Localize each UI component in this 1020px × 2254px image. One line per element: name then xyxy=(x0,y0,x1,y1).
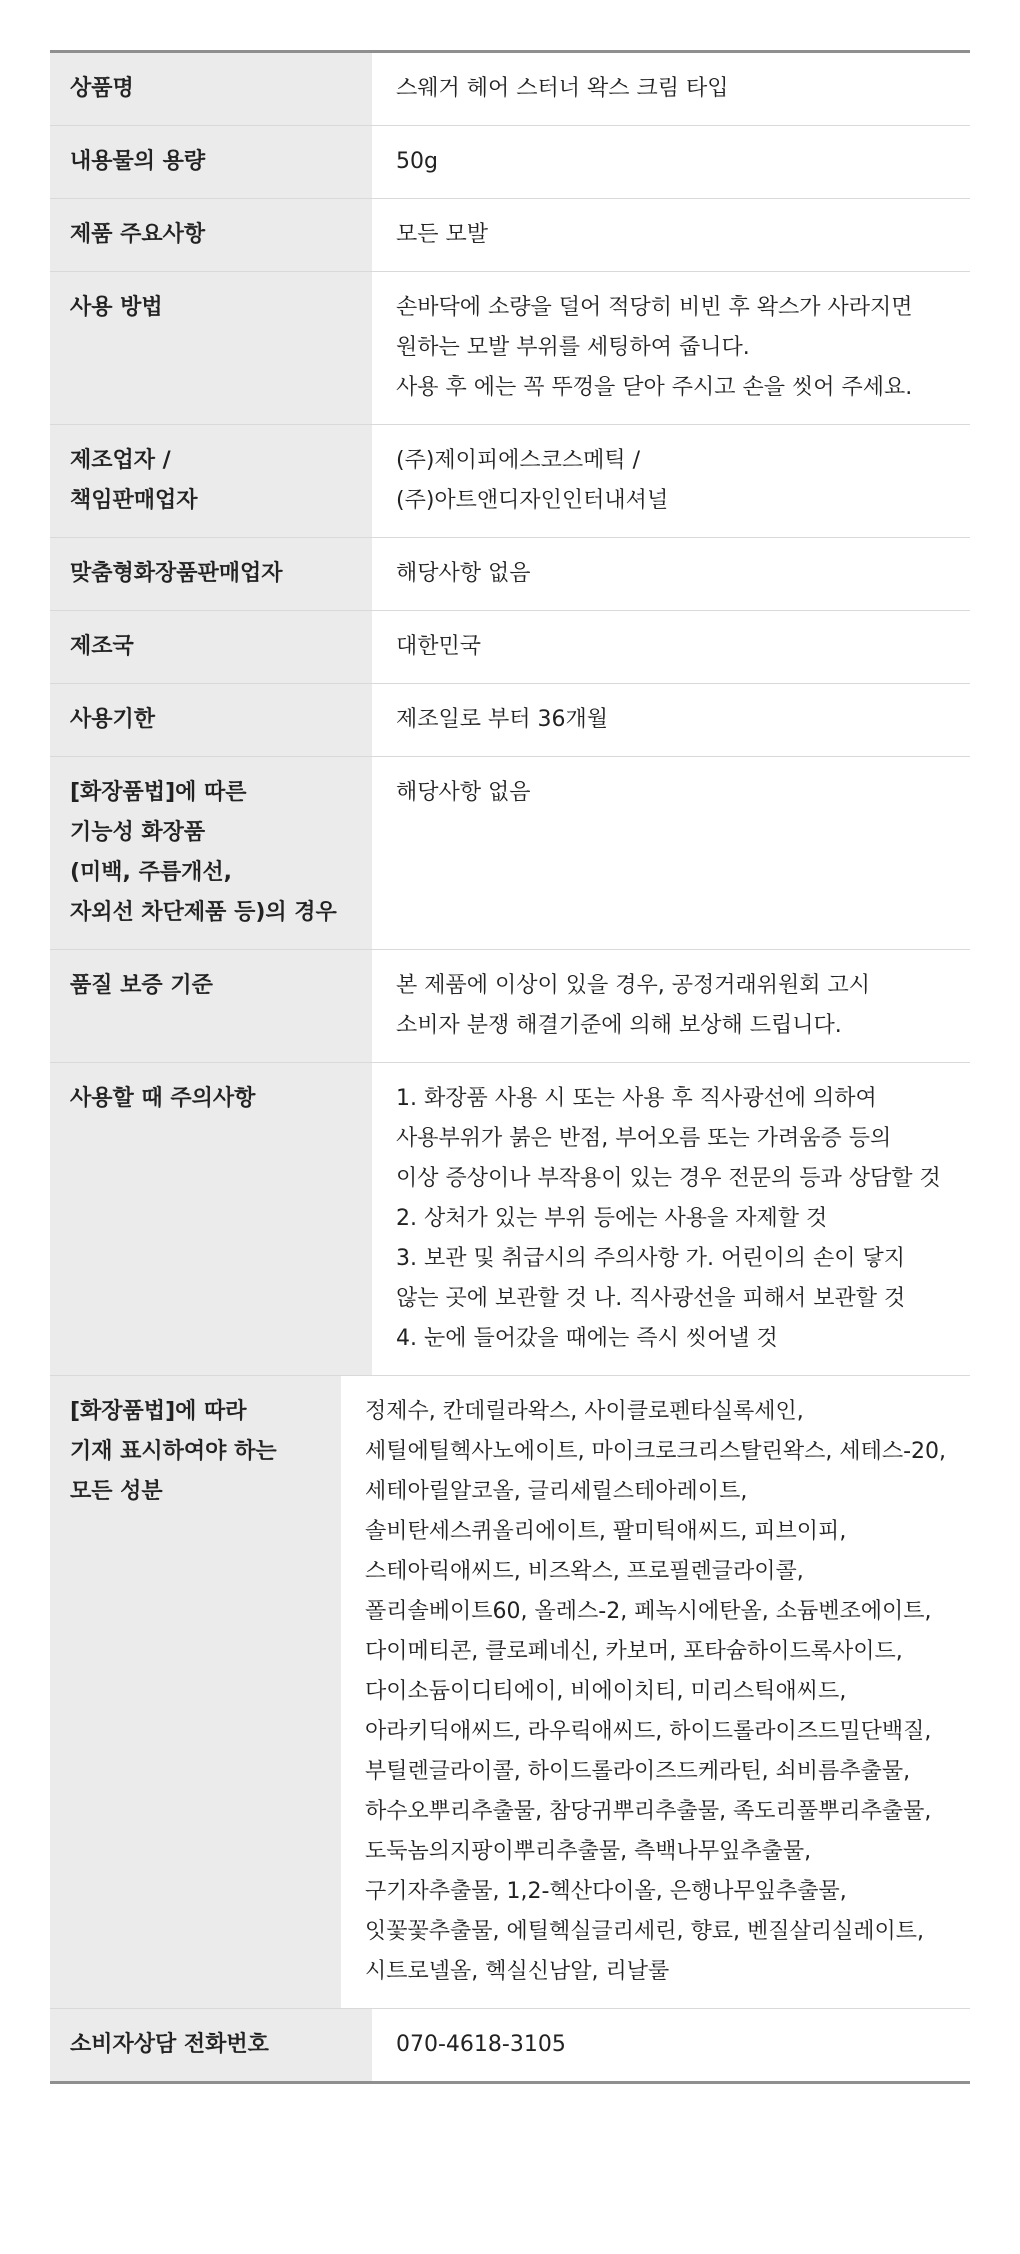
row-label: [화장품법]에 따른 기능성 화장품 (미백, 주름개선, 자외선 차단제품 등)의 경우 xyxy=(50,757,372,949)
table-row xyxy=(50,199,970,272)
row-label: 상품명 xyxy=(50,53,372,125)
row-label: 제품 주요사항 xyxy=(50,199,372,271)
table-row xyxy=(50,2009,970,2081)
row-value: 해당사항 없음 xyxy=(396,561,531,586)
row-value: 본 제품에 이상이 있을 경우, 공정거래위원회 고시 소비자 분쟁 해결기준에 의해 보상해 드립니다. xyxy=(396,973,870,1038)
row-label: 소비자상담 전화번호 xyxy=(50,2009,372,2081)
row-label: 사용기한 xyxy=(50,684,372,756)
row-label: 맞춤형화장품판매업자 xyxy=(50,538,372,610)
table-row xyxy=(50,684,970,757)
row-label: 사용할 때 주의사항 xyxy=(50,1063,372,1375)
row-label: 제조업자 / 책임판매업자 xyxy=(50,425,372,537)
table-row xyxy=(50,1063,970,1376)
row-value: 070-4618-3105 xyxy=(396,2032,566,2057)
row-value: 손바닥에 소량을 덜어 적당히 비빈 후 왁스가 사라지면 원하는 모발 부위를 세팅하여 줍니다. 사용 후 에는 꼭 뚜껑을 닫아 주시고 손을 씻어 주세요. xyxy=(396,295,913,400)
row-label: 사용 방법 xyxy=(50,272,372,424)
table-row xyxy=(50,611,970,684)
table-row xyxy=(50,1376,970,2009)
row-value: 50g xyxy=(396,149,438,174)
product-info-table xyxy=(50,50,970,2084)
row-value: 해당사항 없음 xyxy=(396,780,531,805)
row-value: 스웨거 헤어 스터너 왁스 크림 타입 xyxy=(396,76,729,101)
table-row xyxy=(50,950,970,1063)
row-value: 대한민국 xyxy=(396,634,482,659)
table-row xyxy=(50,757,970,950)
row-value: (주)제이피에스코스메틱 / (주)아트앤디자인인터내셔널 xyxy=(396,448,669,513)
row-label: 제조국 xyxy=(50,611,372,683)
row-value: 정제수, 칸데릴라왁스, 사이클로펜타실록세인, 세틸에틸헥사노에이트, 마이크로크리스탈린왁스, 세테스-20, 세테아릴알코올, 글리세릴스테아레이트, 솔비탄세스퀴올리에이트, 팔미틱애씨드, 피브이피, 스테아릭애씨드, 비즈왁스, 프로필렌글라이콜, 폴리솔베이트60, 올레스-2, 페녹시에탄올, 소듐벤조에이트, 다이메티콘, 클로페네신, 카보머, 포타슘하이드록사이드, 다이소듐이디티에이, 비에이치티, 미리스틱애씨드, 아라키딕애씨드, 라우릭애씨드, 하이드롤라이즈드밀단백질, 부틸렌글라이콜, 하이드롤라이즈드케라틴, 쇠비름추출물, 하수오뿌리추출물, 참당귀뿌리추출물, 족도리풀뿌리추출물, 도둑놈의지팡이뿌리추출물, 측백나무잎추출물, 구기자추출물, 1,2-헥산다이올, 은행나무잎추출물, 잇꽃꽃추출물, 에틸헥실글리세린, 향료, 벤질살리실레이트, 시트로넬올, 헥실신남알, 리날룰 xyxy=(365,1399,946,1984)
table-row xyxy=(50,126,970,199)
table-row xyxy=(50,425,970,538)
row-label: [화장품법]에 따라 기재 표시하여야 하는 모든 성분 xyxy=(50,1376,341,2008)
row-value: 제조일로 부터 36개월 xyxy=(396,707,608,732)
row-value: 모든 모발 xyxy=(396,222,489,247)
row-label: 내용물의 용량 xyxy=(50,126,372,198)
table-row xyxy=(50,53,970,126)
table-row xyxy=(50,538,970,611)
row-value: 1. 화장품 사용 시 또는 사용 후 직사광선에 의하여 사용부위가 붉은 반점, 부어오름 또는 가려움증 등의 이상 증상이나 부작용이 있는 경우 전문의 등과 상담할 것 2. 상처가 있는 부위 등에는 사용을 자제할 것 3. 보관 및 취급시의 주의사항 가. 어린이의 손이 닿지 않는 곳에 보관할 것 나. 직사광선을 피해서 보관할 것 4. 눈에 들어갔을 때에는 즉시 씻어낼 것 xyxy=(396,1086,941,1351)
table-row xyxy=(50,272,970,425)
row-label: 품질 보증 기준 xyxy=(50,950,372,1062)
